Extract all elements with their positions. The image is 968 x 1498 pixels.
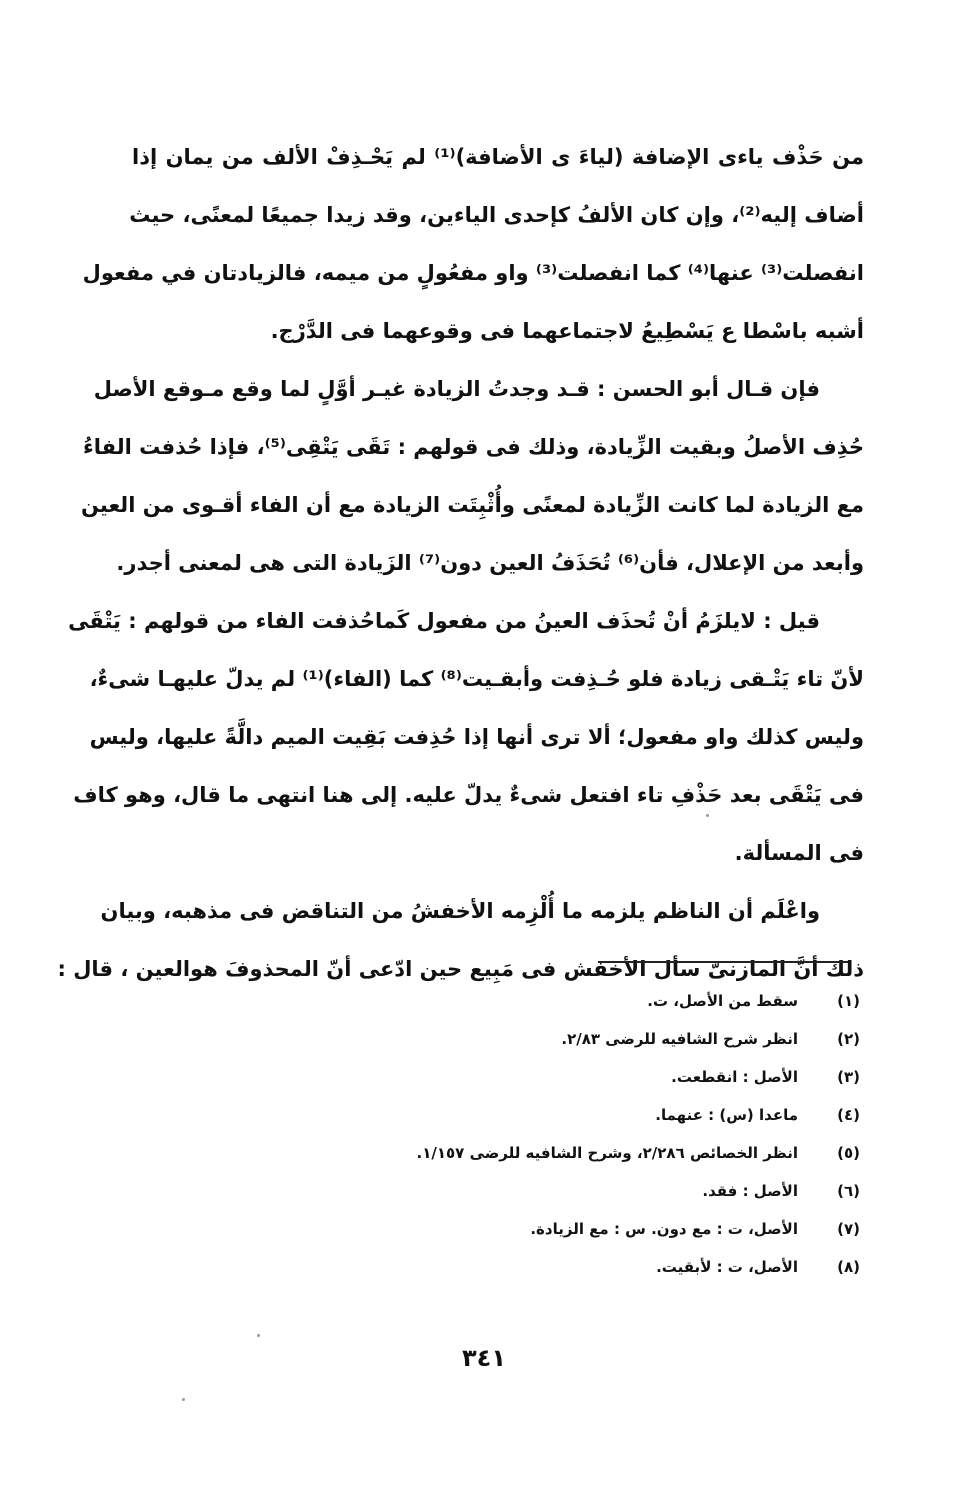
text-line: فإن قـال أبو الحسن : قـد وجدتُ الزيادة غيـر أوَّلٍ لما وقع مـوقع الأصل (93, 377, 820, 401)
footnote (300, 1134, 860, 1172)
text-line: أشبه باسْطا ع يَسْطِيعُ لاجتماعهما فى وقوعهما فى الدَّرْج. (270, 319, 864, 343)
text-line: من حَذْف ياءى الإضافة (لياءَ ى الأضافة)⁽¹⁾ لم يَحْـذِفْ الألف من يمان إذا (132, 145, 864, 169)
footnote-text: الأصل، ت : مع دون. س : مع الزيادة. (530, 1220, 798, 1238)
footnote-number: (٧) (837, 1220, 860, 1238)
scan-speck (706, 814, 709, 817)
footnote-text: سقط من الأصل، ت. (647, 992, 798, 1010)
main-text (57, 128, 864, 998)
text-line: فى يَتْقَى بعد حَذْفِ تاء افتعل شىءٌ يدلّ عليه. إلى هنا انتهى ما قال، وهو كاف (73, 783, 864, 807)
footnote-separator (598, 961, 848, 963)
text-line: انفصلت⁽³⁾ عنها⁽⁴⁾ كما انفصلت⁽³⁾ واو مفعُولٍ من ميمه، فالزيادتان في مفعول (82, 261, 864, 285)
text-line: وليس كذلك واو مفعول؛ ألا ترى أنها إذا حُذِفت بَقِيت الميم دالَّةً عليها، وليس (89, 725, 864, 749)
footnote-text: انظر الخصائص ٢/٢٨٦، وشرح الشافيه للرضى ١/١٥٧. (416, 1144, 798, 1162)
footnotes (300, 982, 860, 1286)
text-line: واعْلَم أن الناظم يلزمه ما أُلْزِمه الأخفشُ من التناقض فى مذهبه، وبيان (100, 899, 820, 923)
footnote-number: (٥) (837, 1144, 860, 1162)
footnote-text: الأصل، ت : لأبقيت. (656, 1258, 798, 1276)
footnote-text: الأصل : فقد. (702, 1182, 798, 1200)
text-line: لأنّ تاء يَتْـقى زيادة فلو حُـذِفت وأبقـيت⁽⁸⁾ كما (الفاء)⁽¹⁾ لم يدلّ عليهـا شىءٌ، (89, 667, 864, 691)
text-line: فى المسألة. (734, 841, 864, 865)
scan-speck (257, 1334, 260, 1337)
text-line: وأبعد من الإعلال، فأن⁽⁶⁾ تُحَذَفُ العين دون⁽⁷⁾ الزَيادة التى هى لمعنى أجدر. (116, 551, 864, 575)
footnote-number: (٨) (837, 1258, 860, 1276)
footnote (300, 1096, 860, 1134)
footnote (300, 1210, 860, 1248)
footnote (300, 982, 860, 1020)
footnote-number: (٣) (837, 1068, 860, 1086)
page-number: ٣٤١ (462, 1344, 506, 1372)
footnote (300, 1172, 860, 1210)
text-line: قيل : لايلزَمُ أنْ تُحذَف العينُ من مفعول كَماحُذفت الفاء من قولهم : يَتْقَى (68, 609, 820, 633)
text-line: ذلك أنَّ المازنىّ سأل الأخفش فى مَبِيع حين ادّعى أنّ المحذوفَ هوالعين ، قال : (57, 957, 864, 981)
text-line: مع الزيادة لما كانت الزِّيادة لمعنًى وأُثْبِتَت الزيادة مع أن الفاء أقـوى من العين (80, 493, 864, 517)
footnote-number: (٤) (837, 1106, 860, 1124)
footnote-number: (٢) (837, 1030, 860, 1048)
footnote-text: ماعدا (س) : عنهما. (655, 1106, 798, 1124)
footnote-text: الأصل : انقطعت. (671, 1068, 798, 1086)
footnote (300, 1058, 860, 1096)
text-line: أضاف إليه⁽²⁾، وإن كان الألفُ كإحدى الياءين، وقد زيدا جميعًا لمعنًى، حيث (129, 203, 864, 227)
scan-speck (182, 1398, 185, 1401)
text-line: حُذِف الأصلُ وبقيت الزِّيادة، وذلك فى قولهم : تَقَى يَتْقِى⁽⁵⁾، فإذا حُذفت الفاءُ (82, 435, 864, 459)
footnote-number: (٦) (837, 1182, 860, 1200)
footnote (300, 1248, 860, 1286)
footnote-number: (١) (837, 992, 860, 1010)
footnote (300, 1020, 860, 1058)
footnote-text: انظر شرح الشافيه للرضى ٢/٨٣. (561, 1030, 798, 1048)
